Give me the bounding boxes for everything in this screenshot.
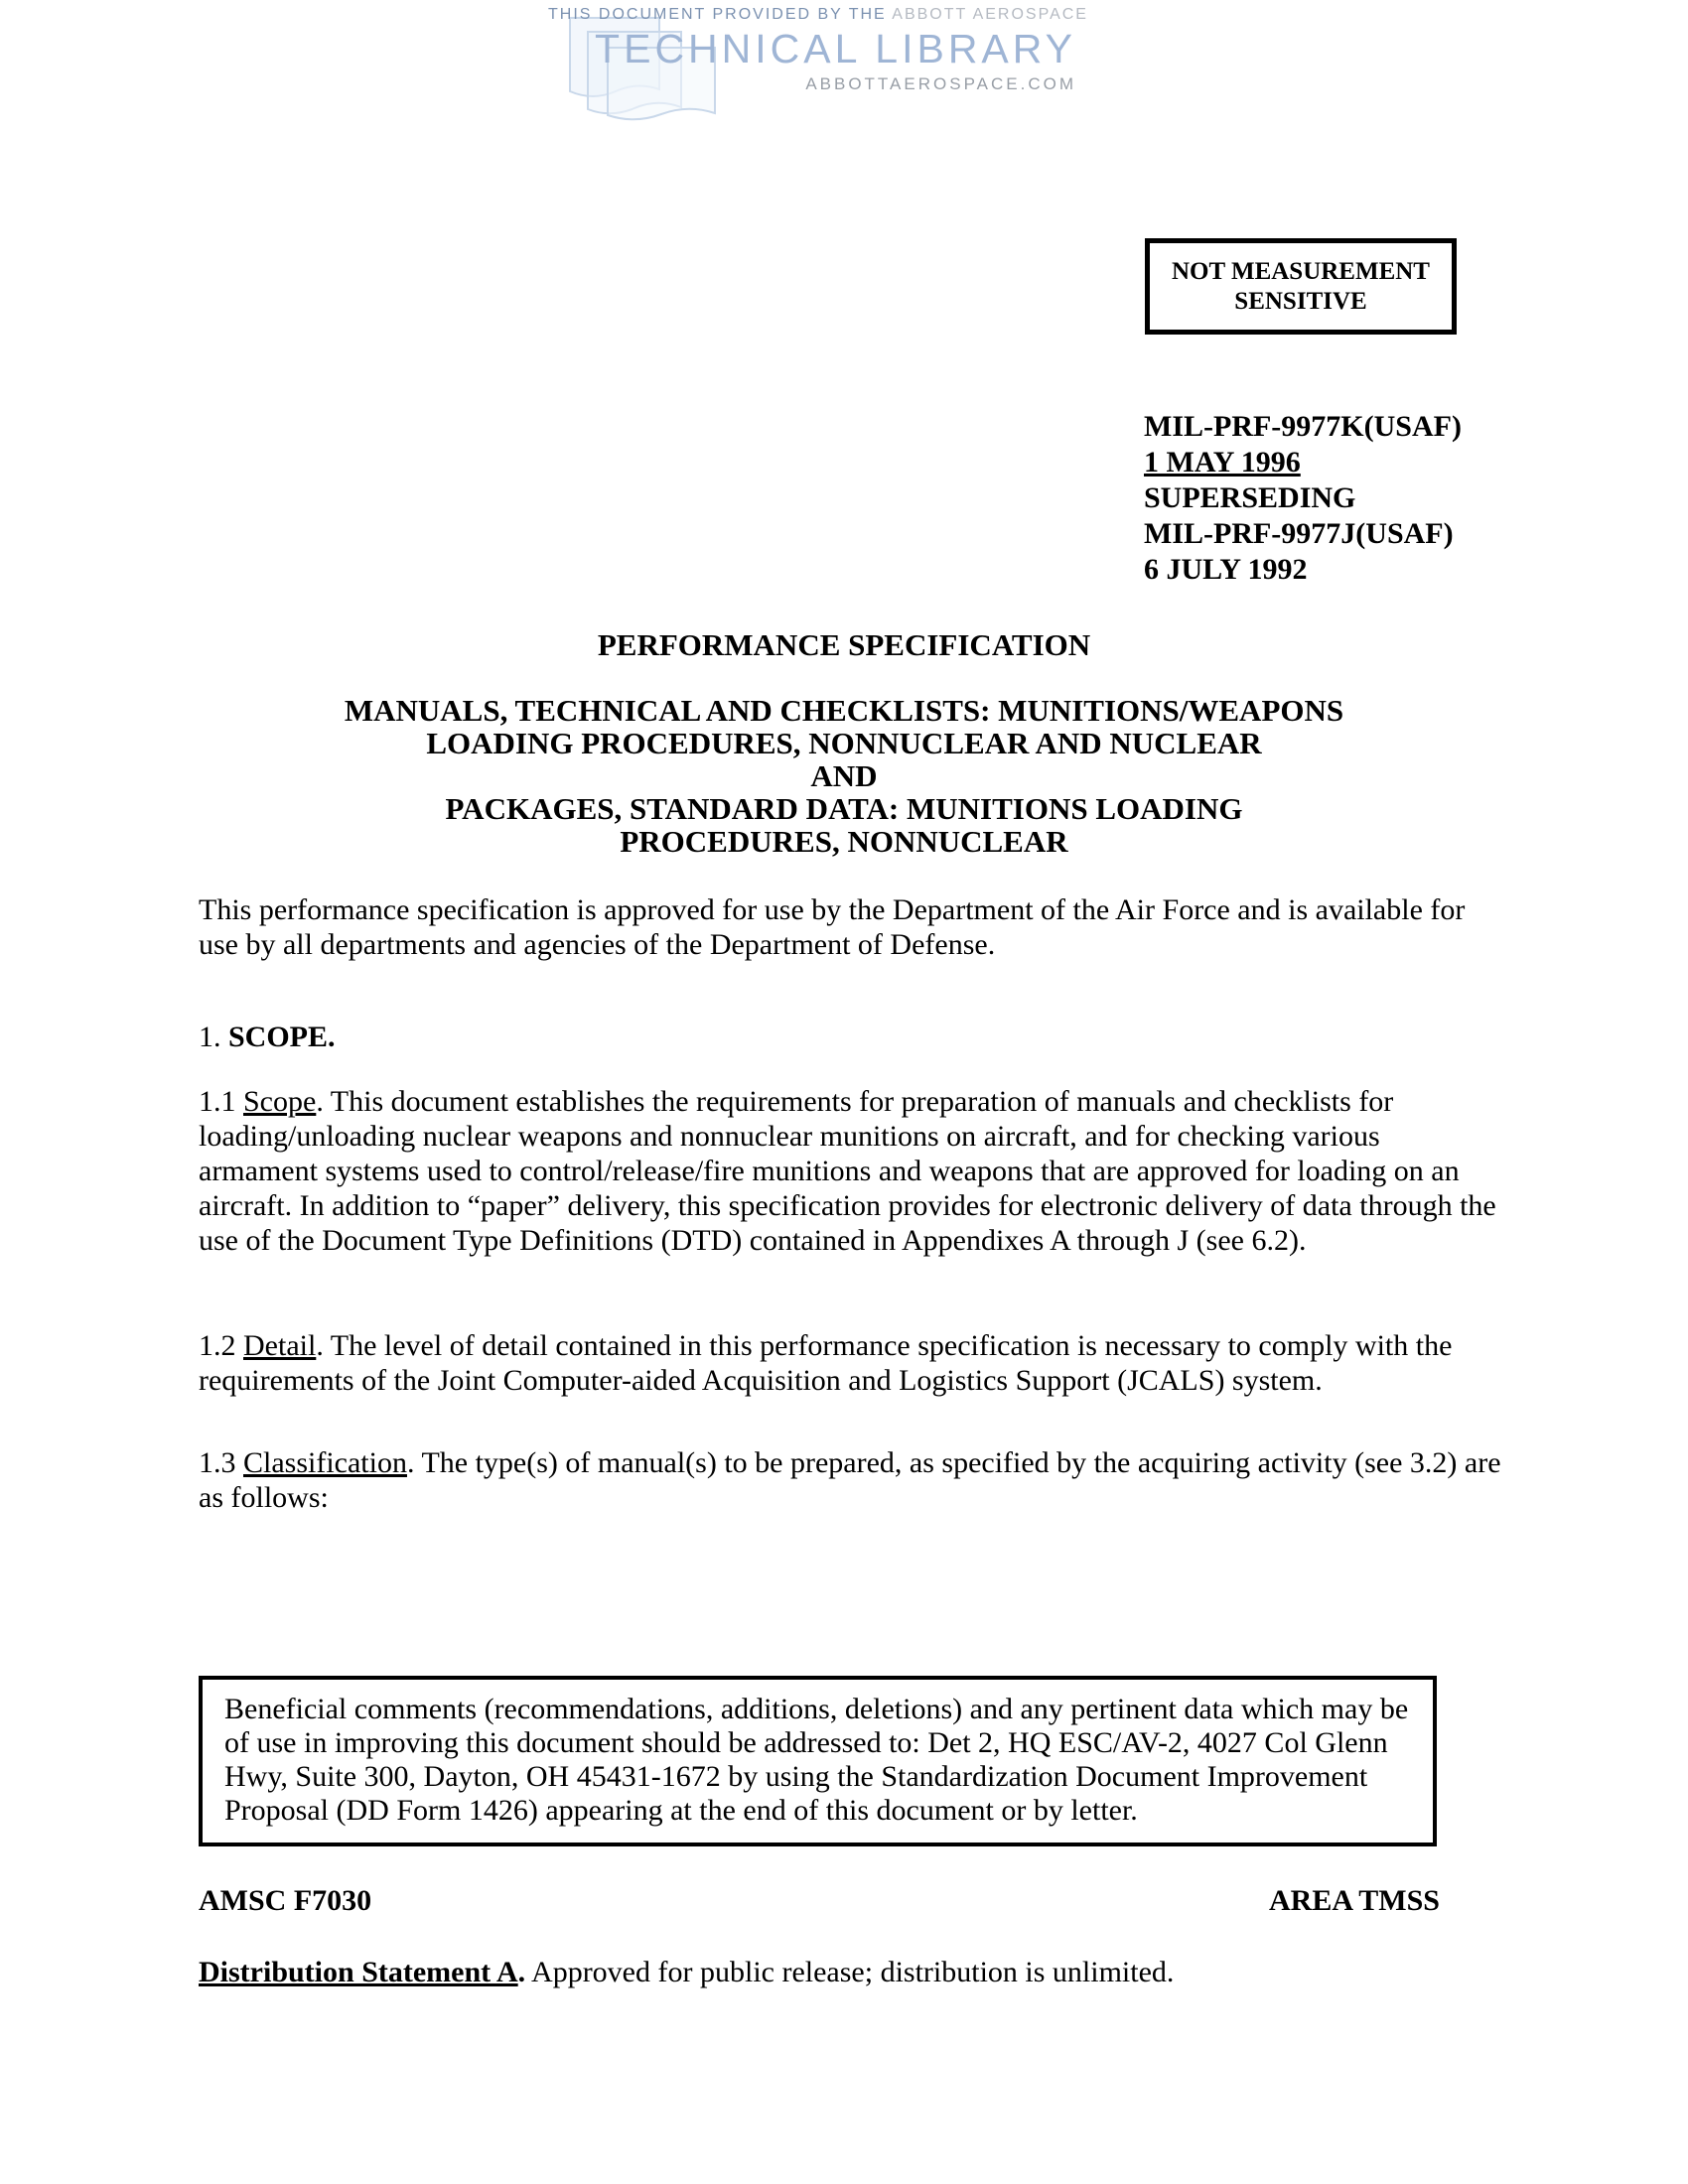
logo-text <box>548 6 1088 94</box>
paragraph-1-2-text: . The level of detail contained in this performance specification is necessary to comply with the requirements of the Joint Computer-aided Acquisition and Logistics Support (JCALS) system. <box>199 1329 1453 1397</box>
title-line-1: MANUALS, TECHNICAL AND CHECKLISTS: MUNITIONS/WEAPONS <box>344 693 1344 728</box>
logo-provided-by: THIS DOCUMENT PROVIDED BY THE <box>548 6 887 23</box>
logo-tagline <box>548 6 1088 24</box>
superseded-date: 6 JULY 1992 <box>1144 553 1308 586</box>
section-1-title: SCOPE. <box>228 1021 336 1053</box>
beneficial-comments-box: Beneficial comments (recommendations, additions, deletions) and any pertinent data which may be of use in improving this document should be addressed to: Det 2, HQ ESC/AV-2, 4027 Col Glenn Hwy, Suite 300, Dayton, OH 45431-1672 by using the Standardization Document Improvement Proposal (DD Form 1426) appearing at the end of this document or by letter. <box>199 1676 1437 1846</box>
section-1-number: 1. <box>199 1021 221 1053</box>
distribution-text: Approved for public release; distribution is unlimited. <box>531 1956 1175 1988</box>
paragraph-1-3-text: . The type(s) of manual(s) to be prepared, as specified by the acquiring activity (see 3.2) are as follows: <box>199 1446 1501 1514</box>
paragraph-1-3 <box>199 1445 1504 1515</box>
paragraph-1-1 <box>199 1084 1504 1258</box>
document-title <box>0 694 1688 858</box>
distribution-statement <box>199 1956 1504 1989</box>
superseding-label: SUPERSEDING <box>1144 481 1356 514</box>
stamp-line-2: SENSITIVE <box>1234 287 1367 315</box>
spec-number: MIL-PRF-9977K(USAF) <box>1144 410 1462 443</box>
spec-type-heading: PERFORMANCE SPECIFICATION <box>597 627 1091 662</box>
title-line-5: PROCEDURES, NONNUCLEAR <box>620 824 1068 859</box>
logo-url: ABBOTTAEROSPACE.COM <box>805 74 1076 93</box>
spec-date: 1 MAY 1996 <box>1144 446 1301 478</box>
paragraph-1-1-text: . This document establishes the requirements for preparation of manuals and checklists for loading/unloading nuclear weapons and nonnuclear munitions on aircraft, and for checking various armament systems used to control/release/fire munitions and weapons that are approved for loading on an aircraft. In addition to “paper” delivery, this specification provides for electronic delivery of data through the use of the Document Type Definitions (DTD) contained in Appendixes A through J (see 6.2). <box>199 1085 1496 1257</box>
abbott-aerospace-logo <box>548 0 1088 134</box>
stamp-line-1: NOT MEASUREMENT <box>1172 257 1430 285</box>
amsc-code: AMSC F7030 <box>199 1884 372 1917</box>
title-line-2: LOADING PROCEDURES, NONNUCLEAR AND NUCLEAR <box>426 726 1262 760</box>
document-id-block <box>1144 409 1462 588</box>
amsc-area-row <box>199 1884 1440 1918</box>
title-line-3: AND <box>810 758 878 793</box>
distribution-lead-underlined: Distribution Statement A <box>199 1956 518 1988</box>
logo-brand: ABBOTT AEROSPACE <box>892 6 1088 23</box>
paragraph-1-2-lead: Detail <box>243 1329 317 1362</box>
superseded-number: MIL-PRF-9977J(USAF) <box>1144 517 1454 550</box>
paragraph-1-2-number: 1.2 <box>199 1329 236 1362</box>
title-line-4: PACKAGES, STANDARD DATA: MUNITIONS LOADING <box>445 791 1243 826</box>
approval-paragraph: This performance specification is approved for use by the Department of the Air Force and is available for use by all departments and agencies of the Department of Defense. <box>199 893 1466 961</box>
paragraph-1-3-lead: Classification <box>243 1446 407 1479</box>
not-measurement-sensitive-box <box>1145 238 1457 335</box>
distribution-lead <box>199 1956 525 1988</box>
area-code: AREA TMSS <box>1268 1884 1440 1917</box>
logo-library-title: TECHNICAL LIBRARY <box>595 26 1076 71</box>
paragraph-1-2 <box>199 1328 1504 1398</box>
paragraph-1-3-number: 1.3 <box>199 1446 236 1479</box>
paragraph-1-1-lead: Scope <box>243 1085 317 1118</box>
paragraph-1-1-number: 1.1 <box>199 1085 236 1118</box>
distribution-period: . <box>517 1956 526 1988</box>
section-1-heading <box>199 1021 336 1054</box>
